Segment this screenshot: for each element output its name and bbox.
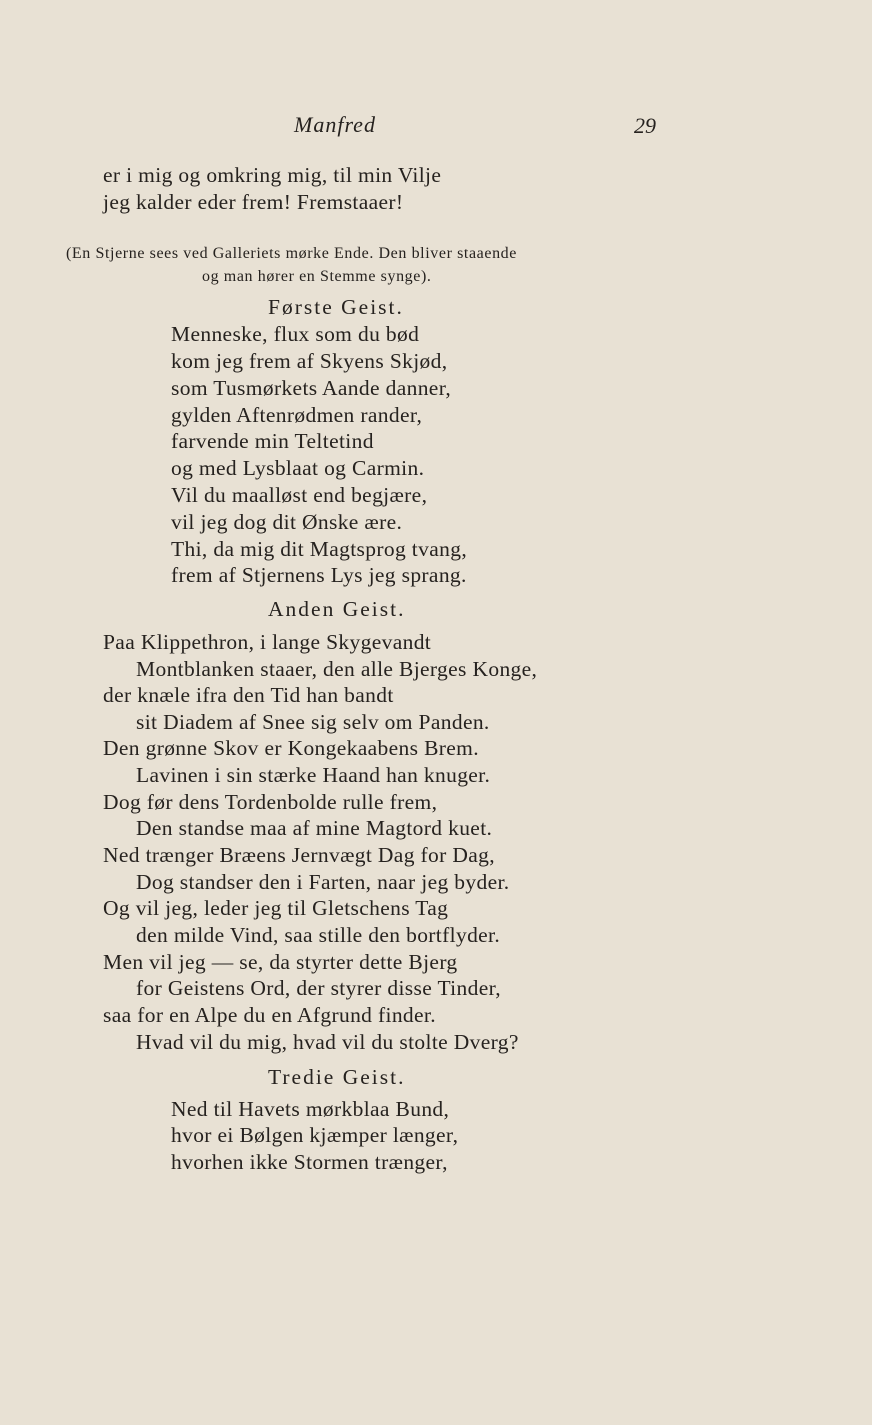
verse-line: Ned trænger Bræens Jernvægt Dag for Dag,	[103, 843, 495, 867]
verse-line: Den grønne Skov er Kongekaabens Brem.	[103, 736, 479, 760]
verse-line: der knæle ifra den Tid han bandt	[103, 683, 394, 707]
verse-line: Menneske, flux som du bød	[171, 322, 420, 346]
verse-line: Montblanken staaer, den alle Bjerges Konge,	[136, 657, 538, 681]
verse-line: kom jeg frem af Skyens Skjød,	[171, 349, 448, 373]
verse-line: hvorhen ikke Stormen trænger,	[171, 1150, 448, 1174]
verse-line: som Tusmørkets Aande danner,	[171, 376, 452, 400]
verse-line: Vil du maalløst end begjære,	[171, 483, 428, 507]
verse-line: Dog før dens Tordenbolde rulle frem,	[103, 790, 438, 814]
speaker-heading: Anden Geist.	[268, 597, 406, 621]
verse-line: gylden Aftenrødmen rander,	[171, 403, 423, 427]
verse-line: Men vil jeg — se, da styrter dette Bjerg	[103, 950, 458, 974]
verse-line: Paa Klippethron, i lange Skygevandt	[103, 630, 432, 654]
verse-line: Dog standser den i Farten, naar jeg byder.	[136, 870, 510, 894]
speaker-heading: Tredie Geist.	[268, 1065, 406, 1089]
verse-line: jeg kalder eder frem! Fremstaaer!	[103, 190, 404, 214]
verse-line: den milde Vind, saa stille den bortflyder.	[136, 923, 501, 947]
verse-line: hvor ei Bølgen kjæmper længer,	[171, 1123, 459, 1147]
verse-line: Lavinen i sin stærke Haand han knuger.	[136, 763, 491, 787]
running-header-title: Manfred	[294, 112, 376, 137]
verse-line: frem af Stjernens Lys jeg sprang.	[171, 563, 467, 587]
verse-line: saa for en Alpe du en Afgrund finder.	[103, 1003, 436, 1027]
page-number: 29	[634, 113, 656, 138]
verse-line: Hvad vil du mig, hvad vil du stolte Dverg?	[136, 1030, 519, 1054]
speaker-heading: Første Geist.	[268, 295, 404, 319]
verse-line: farvende min Teltetind	[171, 429, 374, 453]
stage-direction-line: (En Stjerne sees ved Galleriets mørke Ende. Den bliver staaende	[66, 245, 517, 262]
verse-line: Thi, da mig dit Magtsprog tvang,	[171, 537, 468, 561]
verse-line: og med Lysblaat og Carmin.	[171, 456, 425, 480]
verse-line: for Geistens Ord, der styrer disse Tinder,	[136, 976, 501, 1000]
verse-line: Ned til Havets mørkblaa Bund,	[171, 1097, 450, 1121]
verse-line: er i mig og omkring mig, til min Vilje	[103, 163, 442, 187]
verse-line: vil jeg dog dit Ønske ære.	[171, 510, 403, 534]
stage-direction-line: og man hører en Stemme synge).	[202, 268, 432, 285]
verse-line: Den standse maa af mine Magtord kuet.	[136, 816, 493, 840]
verse-line: sit Diadem af Snee sig selv om Panden.	[136, 710, 490, 734]
verse-line: Og vil jeg, leder jeg til Gletschens Tag	[103, 896, 449, 920]
